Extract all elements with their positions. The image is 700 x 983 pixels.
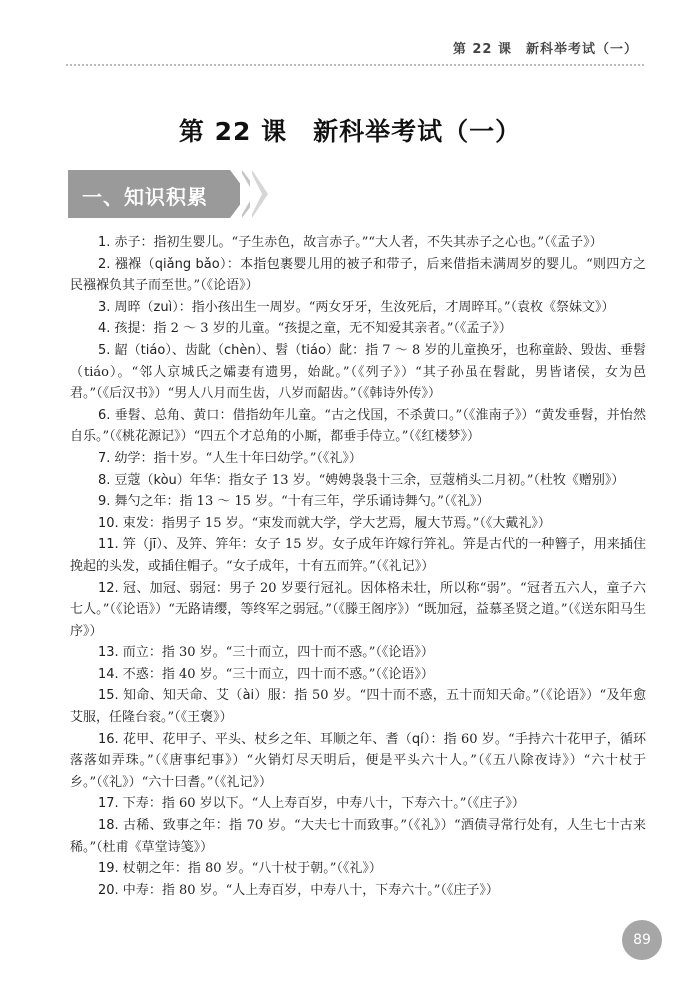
- list-item: [70, 534, 646, 577]
- list-item: [70, 232, 646, 254]
- list-item: [70, 729, 646, 794]
- entry-text: ：指 13 ～ 15 岁。“十有三年，学乐诵诗舞勺。”（《礼》）: [166, 494, 490, 510]
- entry-term: 10. 束发: [98, 515, 149, 531]
- page-title: 第 22 课 新科举考试（一）: [178, 117, 522, 146]
- list-item: [70, 642, 646, 664]
- entry-text: ：男子 20 岁要行冠礼。因体格未壮，所以称“弱”。“冠者五六人，童子六七人。”（《论语》）“无路请缨，等终军之弱冠。”（《滕王阁序》）“既加冠，益慕圣贤之道。”（《送东阳马生序》）: [70, 580, 646, 639]
- entry-term: 14. 不惑: [98, 666, 149, 682]
- list-item: [70, 664, 646, 686]
- chevron-icon: [250, 170, 262, 218]
- list-item: [70, 405, 646, 448]
- section-heading: 一、知识积累: [82, 185, 208, 209]
- entry-term: 9. 舞勺之年: [98, 494, 167, 510]
- entry-text: ：指男子 15 岁。“束发而就大学，学大艺焉，履大节焉。”（《大戴礼》）: [148, 515, 551, 531]
- running-header: 第 22 课 新科举考试（一）: [452, 42, 638, 57]
- header-divider: [66, 64, 644, 66]
- entry-term: 15. 知命、知天命、艾（ài）服: [98, 688, 281, 704]
- entry-term: 11. 笄（jī）、及笄、笄年: [98, 537, 242, 553]
- entry-term: 2. 襁褓（qiǎng bǎo）: [98, 256, 227, 272]
- entry-term: 12. 冠、加冠、弱冠: [98, 580, 216, 596]
- list-item: [70, 685, 646, 728]
- entry-term: 8. 豆蔻（kòu）年华: [98, 472, 216, 488]
- entry-term: 1. 赤子: [98, 235, 141, 250]
- list-item: [70, 578, 646, 643]
- entry-text: ：指小孩出生一周岁。“两女牙牙，生汝死后，才周晬耳。”（袁枚《祭妹文》）: [178, 299, 615, 315]
- entry-text: ：指 60 岁。“手持六十花甲子，循环落落如弄珠。”（《唐事纪事》）“火销灯尽天明后，便是平头六十人。”（《五八除夜诗》）“六十杖于乡。”（《礼》）“六十曰耆。”（《礼记》）: [70, 731, 647, 790]
- entry-text: ：女子 15 岁。女子成年许嫁行笄礼。笄是古代的一种簪子，用来插住挽起的头发，或插住帽子。“女子成年，十有五而笄。”（《礼记》）: [70, 537, 646, 574]
- list-item: [70, 470, 646, 492]
- entry-text: ：指十岁。“人生十年曰幼学。”（《礼》）: [140, 450, 362, 466]
- entry-text: ：指 50 岁。“四十而不惑，五十而知天命。”（《论语》）“及年愈艾服，任隆台衮。”（《王褒》）: [70, 688, 647, 726]
- entry-term: 3. 周晬（zuì）: [98, 299, 179, 315]
- entry-text: ：指 80 岁。“八十杖于朝。”（《礼》）: [174, 861, 382, 877]
- entry-text: ：指 2 ～ 3 岁的儿童。“孩提之童，无不知爱其亲者。”（《孟子》）: [140, 321, 512, 337]
- section-banner: [68, 170, 258, 218]
- entry-text: ：指 80 岁。“人上寿百岁，中寿八十，下寿六十。”（《庄子》）: [148, 882, 499, 898]
- list-item: [70, 340, 646, 405]
- entry-term: 17. 下寿: [98, 796, 149, 812]
- entry-term: 4. 孩提: [98, 321, 141, 337]
- list-item: [70, 793, 646, 815]
- entry-term: 20. 中寿: [98, 882, 149, 898]
- list-item: [70, 513, 646, 535]
- entry-text: ：指 7 ～ 8 岁的儿童换牙，也称童龄、毁齿、垂髫（tiáo）。“邻人京城氏之孀妻有遗男，始龀。”（《列子》）“其子孙虽在髫龀，男皆诸侯，女为邑君。”（《后汉书》）“男人八月而生齿，八岁而龆齿。”（《韩诗外传》）: [70, 342, 646, 402]
- entry-term: 13. 而立: [98, 645, 149, 661]
- entry-term: 6. 垂髫、总角、黄口: [98, 407, 220, 423]
- entry-text: ：指女子 13 岁。“娉娉袅袅十三余，豆蔻梢头二月初。”（杜牧《赠别》）: [215, 472, 625, 488]
- page-number: 89: [622, 920, 662, 960]
- entry-text: ：指 40 岁。“三十而立，四十而不惑。”（《论语》）: [148, 666, 434, 682]
- list-item: [70, 815, 646, 858]
- list-item: [70, 254, 646, 297]
- entry-text: ：本指包裹婴儿用的被子和带子，后来借指未满周岁的婴儿。“则四方之民襁褓负其子而至世。”（《论语》）: [70, 256, 646, 294]
- list-item: [70, 858, 646, 880]
- entry-term: 19. 杖朝之年: [98, 861, 175, 877]
- list-item: [70, 880, 646, 902]
- entry-text: ：借指幼年儿童。“古之伐国，不杀黄口。”（《淮南子》）“黄发垂髫，并怡然自乐。”（《桃花源记》）“四五个才总角的小厮，都垂手侍立。”（《红楼梦》）: [70, 407, 646, 445]
- entry-term: 16. 花甲、花甲子、平头、杖乡之年、耳顺之年、耆（qí）: [98, 731, 431, 747]
- entry-list: [70, 232, 646, 901]
- entry-term: 18. 古稀、致事之年: [98, 818, 216, 834]
- entry-text: ：指 70 岁。“大夫七十而致事。”（《礼》）“酒债寻常行处有，人生七十古来稀。”（杜甫《草堂诗笺》）: [70, 818, 646, 855]
- list-item: [70, 491, 646, 513]
- entry-term: 7. 幼学: [98, 450, 141, 466]
- entry-text: ：指 60 岁以下。“人上寿百岁，中寿八十，下寿六十。”（《庄子》）: [148, 796, 525, 812]
- entry-text: ：指 30 岁。“三十而立，四十而不惑。”（《论语》）: [148, 645, 434, 661]
- list-item: [70, 318, 646, 340]
- list-item: [70, 297, 646, 319]
- entry-term: 5. 龆（tiáo）、齿龀（chèn）、髫（tiáo）龀: [98, 342, 353, 358]
- list-item: [70, 448, 646, 470]
- entry-text: ：指初生婴儿。“子生赤色，故言赤子。”“大人者，不失其赤子之心也。”（《孟子》）: [140, 235, 603, 250]
